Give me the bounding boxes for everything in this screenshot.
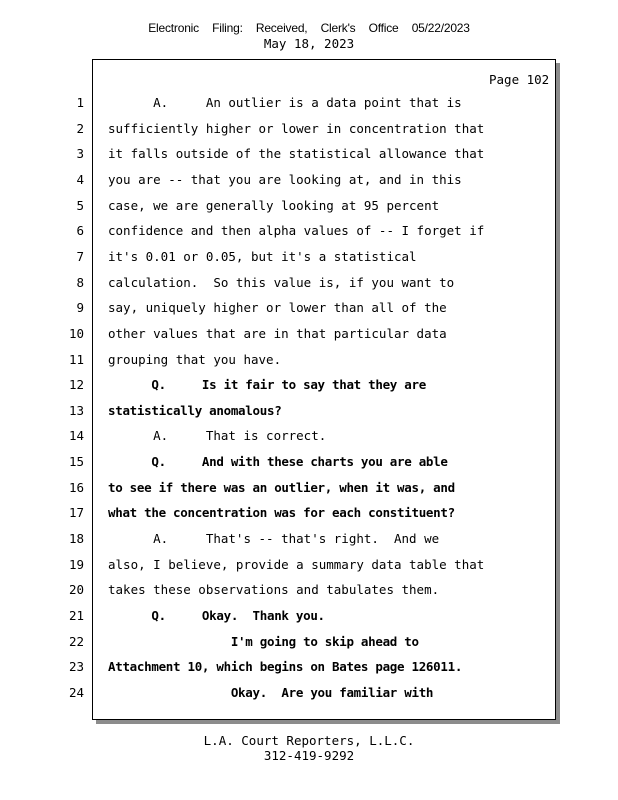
transcript-line: Attachment 10, which begins on Bates page 126011. [108, 659, 463, 675]
filing-label: Electronic [148, 21, 199, 35]
transcript-line: A. That's -- that's right. And we [108, 531, 440, 547]
line-number: 2 [76, 120, 84, 136]
transcript-line: say, uniquely higher or lower than all of the [108, 300, 447, 316]
transcript-line: also, I believe, provide a summary data table that [108, 556, 485, 572]
transcript-line: what the concentration was for each constituent? [108, 505, 455, 521]
line-number: 11 [68, 351, 84, 367]
line-number: 15 [68, 454, 84, 470]
line-number: 21 [68, 608, 84, 623]
line-number: 12 [68, 377, 84, 393]
transcript-line: it falls outside of the statistical allowance that [108, 146, 485, 162]
deposition-date: May 18, 2023 [263, 36, 355, 51]
transcript-line: Q. Okay. Thank you. [108, 608, 325, 623]
page-number: Page 102 [489, 72, 550, 87]
transcript-line: I'm going to skip ahead to [108, 633, 419, 649]
line-number: 6 [76, 223, 84, 239]
line-number: 3 [76, 146, 84, 162]
transcript-line: other values that are in that particular data [108, 325, 447, 341]
line-number: 4 [76, 171, 84, 187]
line-number: 13 [68, 402, 84, 418]
line-number: 23 [68, 659, 84, 675]
transcript-line: A. An outlier is a data point that is [108, 95, 462, 110]
filing-date: 05/22/2023 [411, 21, 470, 35]
transcript-line: you are -- that you are looking at, and in this [108, 171, 462, 187]
line-number: 8 [76, 274, 84, 290]
footer [0, 733, 618, 763]
line-number: 24 [68, 684, 84, 700]
transcript-line: it's 0.01 or 0.05, but it's a statistical [108, 248, 417, 264]
line-number: 22 [68, 633, 84, 649]
line-number: 14 [68, 428, 84, 444]
line-number: 1 [76, 95, 84, 110]
transcript-line: sufficiently higher or lower in concentration that [108, 120, 485, 136]
line-number: 5 [76, 197, 84, 213]
line-number: 19 [68, 556, 84, 572]
line-number: 17 [68, 505, 84, 521]
line-number: 9 [76, 300, 84, 316]
line-number: 20 [68, 582, 84, 598]
transcript-line: takes these observations and tabulates them. [108, 582, 440, 598]
filing-label-4: Clerk's [320, 21, 356, 35]
transcript-line: calculation. So this value is, if you want to [108, 274, 455, 290]
line-number: 16 [68, 479, 84, 495]
filing-label-5: Office [368, 21, 399, 35]
transcript-line: case, we are generally looking at 95 percent [108, 197, 440, 213]
reporter-phone: 312-419-9292 [263, 748, 355, 763]
transcript-line: statistically anomalous? [108, 402, 282, 418]
transcript-line: Q. And with these charts you are able [108, 454, 448, 470]
transcript-line: A. That is correct. [108, 428, 327, 444]
filing-label-2: Filing: [212, 21, 243, 35]
line-number: 7 [76, 248, 84, 264]
transcript-line: Okay. Are you familiar with [108, 684, 434, 700]
transcript-line: confidence and then alpha values of -- I forget if [108, 223, 485, 239]
line-number: 18 [68, 531, 84, 547]
transcript-line: grouping that you have. [108, 351, 282, 367]
filing-stamp [0, 21, 618, 35]
line-number: 10 [68, 325, 84, 341]
transcript-line: Q. Is it fair to say that they are [108, 377, 426, 393]
filing-label-3: Received, [255, 21, 308, 35]
reporter-company: L.A. Court Reporters, L.L.C. [203, 733, 415, 748]
transcript-line: to see if there was an outlier, when it was, and [108, 479, 455, 495]
